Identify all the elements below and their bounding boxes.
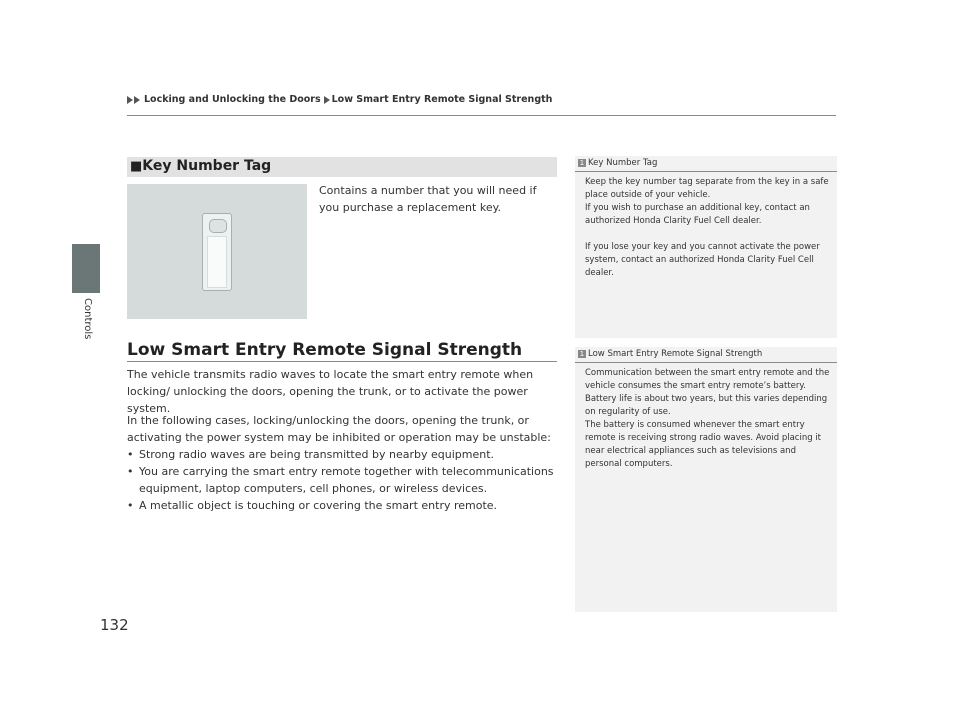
section-title-key-number-tag: [130, 158, 271, 174]
section-marker-icon: ■: [130, 159, 143, 174]
side-note-title: [578, 158, 657, 168]
list-item-text: You are carrying the smart entry remote together with telecommunications equipment, laptop computers, cell phones, or wireless devices.: [139, 465, 554, 495]
list-item: [127, 497, 567, 514]
breadcrumb-item-low-signal: Low Smart Entry Remote Signal Strength: [331, 94, 553, 105]
bullet-icon: •: [127, 499, 134, 512]
side-note-title: [578, 349, 762, 359]
key-tag-hole: [209, 219, 227, 233]
note-reference-icon: 1: [579, 350, 585, 358]
chapter-tab-label: Controls: [82, 298, 93, 340]
key-tag-icon: [202, 213, 232, 291]
low-signal-paragraph-2: In the following cases, locking/unlocking the doors, opening the trunk, or activating the power system may be inhibited or operation may be unstable:: [127, 414, 551, 444]
list-item-text: A metallic object is touching or covering the smart entry remote.: [139, 499, 498, 512]
side-note-line: The battery is consumed whenever the smart entry remote is receiving strong radio waves. Avoid placing it near electrical appliances such as televisions and personal computers.: [585, 420, 822, 469]
side-note-divider: [575, 171, 837, 172]
side-note-line: Keep the key number tag separate from the key in a safe place outside of your vehicle.: [585, 177, 829, 200]
breadcrumb-item-locking: Locking and Unlocking the Doors: [144, 94, 321, 105]
side-note-body: [585, 367, 830, 471]
low-signal-paragraph-1: The vehicle transmits radio waves to locate the smart entry remote when locking/ unlocking the doors, opening the trunk, or to activate the power system.: [127, 368, 534, 415]
list-item: [127, 463, 567, 497]
side-note-low-signal: [575, 347, 837, 612]
section-heading-divider: [127, 361, 557, 362]
note-reference-icon: 1: [579, 159, 585, 167]
side-note-title-text: Low Smart Entry Remote Signal Strength: [588, 349, 763, 359]
list-item: [127, 446, 567, 463]
breadcrumb: [127, 94, 552, 105]
section-title-text: Key Number Tag: [142, 158, 272, 174]
side-note-line: If you lose your key and you cannot activate the power system, contact an authorized Honda Clarity Fuel Cell dealer.: [585, 242, 820, 278]
side-note-line: Battery life is about two years, but this varies depending on regularity of use.: [585, 394, 828, 417]
bullet-icon: •: [127, 465, 134, 478]
section-heading-low-signal: Low Smart Entry Remote Signal Strength: [127, 340, 523, 360]
breadcrumb-arrow-icon: [324, 96, 330, 104]
breadcrumb-arrow-icon: [134, 96, 140, 104]
key-number-tag-illustration: [127, 184, 307, 319]
page-number: 132: [100, 616, 129, 634]
bullet-icon: •: [127, 448, 134, 461]
side-note-divider: [575, 362, 837, 363]
side-note-line: Communication between the smart entry remote and the vehicle consumes the smart entry remote’s battery.: [585, 368, 830, 391]
low-signal-bullet-list: [127, 446, 567, 514]
side-note-line: If you wish to purchase an additional key, contact an authorized Honda Clarity Fuel Cell dealer.: [585, 203, 810, 226]
key-number-tag-description: Contains a number that you will need if you purchase a replacement key.: [319, 184, 537, 214]
breadcrumb-arrow-icon: [127, 96, 133, 104]
side-note-body: [585, 176, 830, 280]
header-divider: [127, 115, 836, 116]
list-item-text: Strong radio waves are being transmitted by nearby equipment.: [139, 448, 494, 461]
side-note-key-number-tag: [575, 156, 837, 338]
side-note-title-text: Key Number Tag: [588, 158, 658, 168]
chapter-tab-marker: [72, 244, 100, 293]
key-tag-label-area: [207, 236, 227, 288]
